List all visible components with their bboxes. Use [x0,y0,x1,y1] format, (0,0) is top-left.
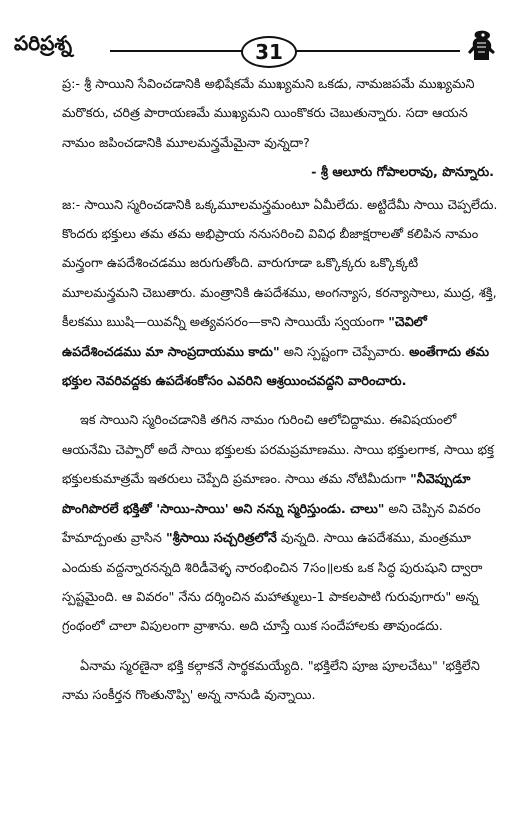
name-discussion-paragraph [62,406,498,641]
closing-paragraph: ఏనామ స్మరణైనా భక్తి కల్గాకనే సార్థకమయ్యేది. "భక్తిలేని పూజ పూలచేటు" 'భక్తిలేని నామ సంకీర్తన గొంతునొప్పి' అన్న నానుడి వున్నాయి. [62,658,480,704]
answer-text-1: జ:- సాయిని స్మరించడానికి ఒక్కమూలమన్త్రమంటూ ఏమీలేదు. అట్టిదేమీ సాయి చెప్పలేదు. కొందరు భక్తులు తమ తమ అభిప్రాయ ననుసరించి వివిధ బీజాక్షరాలతో కలిపిన నామం మన్త్రంగా ఉపదేశించడము జరుగుతోంది. వారుగూడా ఒక్కొక్కరు ఒక్కొక్కటి మూలమన్త్రమని చెబుతారు. మంత్రానికి ఉపదేశము, అంగన్యాస, కరన్యాసాలు, ముద్ర, శక్తి, కీలకము ఋషి—యివన్నీ అత్యవసరం—కాని సాయియే స్వయంగా [62,197,498,331]
answer-text-2: అని స్పష్టంగా చెప్పేవారు. [279,344,410,360]
answer-quote: "చెవిలో ఉపదేశించడము మా సాంప్రదాయము కాదు" [62,315,427,360]
answer-emphasis: అంతేగాదు తమ భక్తుల నెవరివద్దకు ఉపదేశంకోసం ఎవరిని ఆశ్రయించవద్దని వారించారు. [62,344,490,390]
questioner-signature: - శ్రీ ఆలూరు గోపాలరావు, పొన్నూరు. [311,165,494,181]
answer-paragraph [62,191,498,397]
para2-book-title: "శ్రీసాయి సచ్చరిత్రలోనే [165,531,277,547]
running-title: పరిప్రశ్న [14,31,73,55]
page-header [0,0,520,62]
page-number: 31 [241,36,297,68]
question-paragraph: ప్ర:- శ్రీ సాయిని సేవించడానికి అభిషేకమే ముఖ్యమని ఒకడు, నామజపమే ముఖ్యమని మరొకరు, చరిత్ర పారాయణమే ముఖ్యమని యింకొకరు చెబుతున్నారు. సదా ఆయన నామం జపించడానికి మూలమన్త్రమేమైనా వున్నదా? [62,77,475,151]
para2-quote: "నీవెప్పుడూ పొంగిపొరలే భక్తితో 'సాయి-సాయి' అని నన్ను స్మరిస్తుండు. చాలు" [62,472,471,517]
para2-text-1: ఇక సాయిని స్మరించడానికి తగిన నామం గురించి ఆలోచిద్దాము. ఈవిషయంలో ఆయనేమి చెప్పారో అదే సాయి భక్తులకు పరమప్రమాణము. సాయి భక్తులగాక, సాయి భక్త భక్తులకుమాత్రమే ఇతరులు చెప్పేది ప్రమాణం. సాయి తమ నోటిమీదుగా [62,413,494,488]
article-body [62,70,498,711]
para2-text-3: వున్నది. సాయి ఉపదేశము, మంత్రమూ ఎందుకు వద్దన్నారనన్నది శిరిడీవెళ్ళ నారంభించిన 7సం॥లకు ఒక సిద్ధ పురుషుని ద్వారా స్పష్టమైంది. ఆ వివరం" నేను దర్శించిన మహాత్ములు-1 పాకలపాటి గురువుగారు" అన్న గ్రంథంలో చాలా విపులంగా వ్రాశాను. అది చూస్తే యిక సందేహాలకు తావుండదు. [62,531,483,635]
sai-baba-figure-icon [462,30,502,62]
para2-text-2: అని చెప్పిన వివరం హేమాద్పంతు వ్రాసిన [62,501,481,547]
